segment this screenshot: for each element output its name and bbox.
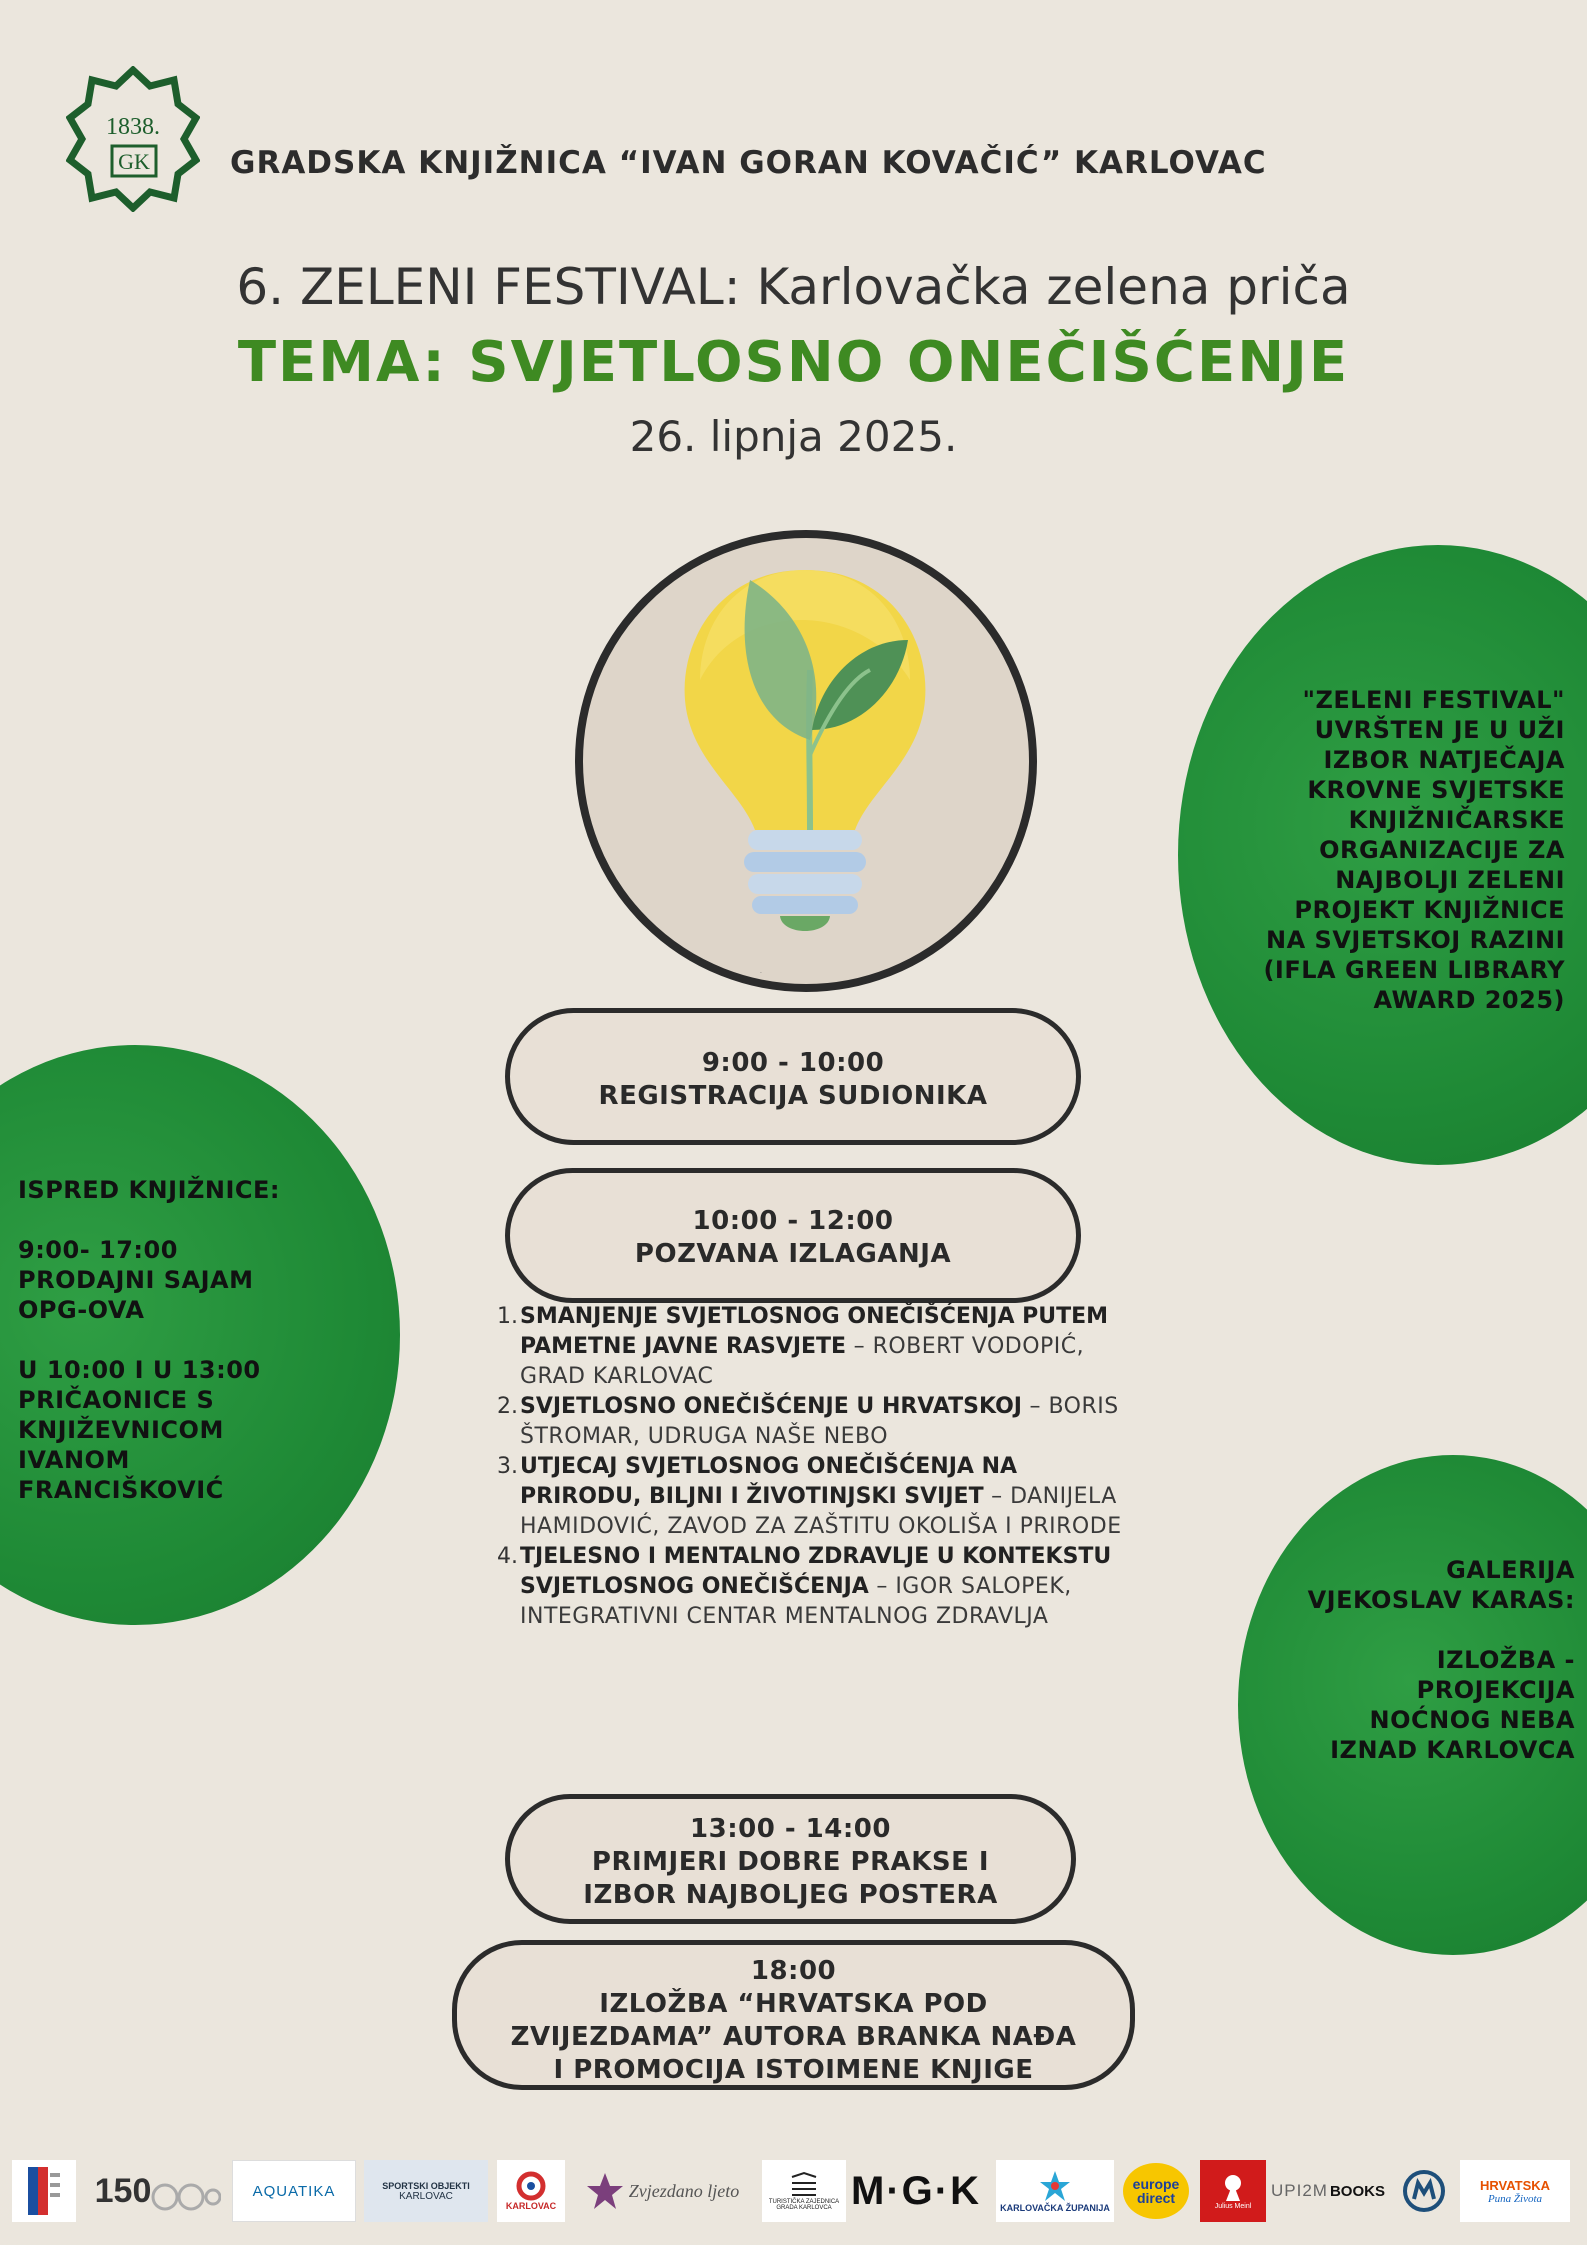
talk-number: 1. (497, 1304, 518, 1329)
storytelling-line: KNJIŽEVNICOM (18, 1416, 224, 1444)
slot-time: 13:00 - 14:00 (690, 1814, 891, 1844)
aquatika-logo (232, 2160, 356, 2222)
award-line: (IFLA GREEN LIBRARY (1263, 956, 1565, 984)
talk-item (490, 1542, 1130, 1632)
slot-line: IZLOŽBA “HRVATSKA POD (599, 1989, 988, 2019)
talks-list (490, 1302, 1130, 1632)
europe-direct-text: europe direct (1132, 2176, 1180, 2206)
gallery-text (1245, 1555, 1575, 1765)
books-text: BOOKS (1329, 2182, 1385, 2200)
talk-speaker: – BORIS ŠTROMAR, UDRUGA NAŠE NEBO (520, 1394, 1119, 1449)
slot-line: I PROMOCIJA ISTOIMENE KNJIGE (553, 2055, 1034, 2085)
exhibition-line: PROJEKCIJA (1416, 1676, 1575, 1704)
talk-item (490, 1302, 1130, 1392)
talk-number: 4. (497, 1544, 518, 1569)
festival-title: 6. ZELENI FESTIVAL: Karlovačka zelena priča (236, 258, 1351, 316)
illustration-credit: · (760, 970, 762, 977)
award-line: UVRŠTEN JE U UŽI (1314, 716, 1565, 744)
puna-zivota-text: Puna Života (1487, 2192, 1543, 2205)
talk-number: 3. (497, 1454, 518, 1479)
fair-line: PRODAJNI SAJAM (18, 1266, 254, 1294)
lightbulb-leaf-icon (660, 560, 950, 940)
schedule-evening-exhibition (452, 1940, 1135, 2090)
award-line: IZBOR NATJEČAJA (1323, 746, 1565, 774)
svg-text:1838.: 1838. (106, 114, 160, 140)
talk-speaker: – DANIJELA HAMIDOVIĆ, ZAVOD ZA ZAŠTITU OKOLIŠA I PRIRODE (520, 1484, 1122, 1539)
exhibition-line: IZNAD KARLOVCA (1330, 1736, 1575, 1764)
storytelling-line: U 10:00 I U 13:00 (18, 1356, 261, 1384)
slot-line: ZVIJEZDAMA” AUTORA BRANKA NAĐA (510, 2022, 1077, 2052)
sports-facilities-city: KARLOVAC (399, 2190, 453, 2202)
museum-logo (1398, 2160, 1450, 2222)
exhibition-line: NOĆNOG NEBA (1369, 1706, 1575, 1734)
sports-facilities-text: SPORTSKI OBJEKTI (382, 2180, 470, 2191)
talk-item (490, 1452, 1130, 1542)
gallery-line: VJEKOSLAV KARAS: (1307, 1586, 1575, 1614)
slot-title: POZVANA IZLAGANJA (634, 1239, 952, 1269)
slot-time: 9:00 - 10:00 (701, 1048, 885, 1078)
aquatika-text: AQUATIKA (252, 2182, 336, 2200)
croatia-text: HRVATSKA (1479, 2177, 1551, 2193)
schedule-best-practice (505, 1794, 1076, 1924)
talk-speaker: – ROBERT VODOPIĆ, GRAD KARLOVAC (520, 1334, 1085, 1389)
fair-line: 9:00- 17:00 (18, 1236, 178, 1264)
outdoor-heading: ISPRED KNJIŽNICE: (18, 1176, 281, 1204)
talk-title: TJELESNO I MENTALNO ZDRAVLJE U KONTEKSTU SVJETLOSNOG ONEČIŠĆENJA (520, 1544, 1112, 1599)
award-line: AWARD 2025) (1373, 986, 1565, 1014)
exhibition-line: IZLOŽBA - (1436, 1646, 1575, 1674)
upi2m-books-logo (1270, 2160, 1386, 2222)
storytelling-line: PRIČAONICE S (18, 1386, 215, 1414)
county-text: KARLOVAČKA ŽUPANIJA (1000, 2203, 1110, 2213)
croatia-tourism-logo (1460, 2160, 1570, 2222)
event-date: 26. lipnja 2025. (629, 412, 958, 461)
award-line: NA SVJETSKOJ RAZINI (1266, 926, 1565, 954)
outdoor-program-text (18, 1175, 348, 1505)
talk-title: SVJETLOSNO ONEČIŠĆENJE U HRVATSKOJ (520, 1394, 1022, 1419)
karlovac-city-logo (497, 2160, 565, 2222)
award-line: NAJBOLJI ZELENI (1335, 866, 1565, 894)
award-line: KNJIŽNIČARSKE (1348, 806, 1565, 834)
talk-number: 2. (497, 1394, 518, 1419)
sports-facilities-logo (364, 2160, 488, 2222)
award-line: PROJEKT KNJIŽNICE (1294, 896, 1565, 924)
slot-line: IZBOR NAJBOLJEG POSTERA (583, 1880, 998, 1910)
award-line: "ZELENI FESTIVAL" (1302, 686, 1565, 714)
schedule-talks (505, 1168, 1081, 1303)
zvjezdano-ljeto-logo (570, 2160, 754, 2222)
slot-time: 10:00 - 12:00 (692, 1206, 894, 1236)
sponsor-bar (0, 2150, 1587, 2230)
svg-text:GK: GK (118, 149, 150, 174)
mgk-text: M·G·K (851, 2168, 981, 2213)
award-line: ORGANIZACIJE ZA (1319, 836, 1565, 864)
storytelling-line: FRANCIŠKOVIĆ (18, 1476, 224, 1504)
library-logo (66, 66, 200, 212)
julius-meinl-logo (1200, 2160, 1266, 2222)
talk-speaker: – IGOR SALOPEK, INTEGRATIVNI CENTAR MENTALNOG ZDRAVLJA (520, 1574, 1072, 1629)
theme-title: TEMA: SVJETLOSNO ONEČIŠĆENJE (237, 330, 1350, 395)
europe-direct-logo (1120, 2160, 1192, 2222)
talk-title: SMANJENJE SVJETLOSNOG ONEČIŠĆENJA PUTEM PAMETNE JAVNE RASVJETE (520, 1304, 1109, 1359)
award-text (1180, 685, 1565, 1015)
anniversary-150-text: 150 (94, 2171, 152, 2210)
storytelling-line: IVANOM (18, 1446, 130, 1474)
talk-title: UTJECAJ SVJETLOSNOG ONEČIŠĆENJA NA PRIRODU, BILJNI I ŽIVOTINJSKI SVIJET (520, 1454, 1018, 1509)
fair-line: OPG-OVA (18, 1296, 145, 1324)
slot-line: PRIMJERI DOBRE PRAKSE I (591, 1847, 990, 1877)
gallery-line: GALERIJA (1446, 1556, 1575, 1584)
library-name: GRADSKA KNJIŽNICA “IVAN GORAN KOVAČIĆ” KARLOVAC (230, 145, 1267, 181)
upi2m-text: UPI2M (1271, 2181, 1328, 2200)
schedule-registration (505, 1008, 1081, 1145)
slot-title: REGISTRACIJA SUDIONIKA (598, 1081, 988, 1111)
award-line: KROVNE SVJETSKE (1307, 776, 1565, 804)
tourist-board-text: TURISTIČKA ZAJEDNICA GRADA KARLOVCA (768, 2199, 840, 2211)
julius-meinl-text: Julius Meinl (1214, 2202, 1252, 2210)
zvjezdano-ljeto-text: Zvjezdano ljeto (628, 2180, 740, 2201)
tourist-board-logo (762, 2160, 846, 2222)
coat-of-arms-logo (12, 2160, 76, 2222)
anniversary-150-logo (88, 2160, 228, 2222)
county-logo (996, 2160, 1114, 2222)
karlovac-city-text: KARLOVAC (505, 2201, 557, 2211)
mgk-logo (846, 2160, 986, 2222)
slot-time: 18:00 (750, 1956, 837, 1986)
talk-item (490, 1392, 1130, 1452)
